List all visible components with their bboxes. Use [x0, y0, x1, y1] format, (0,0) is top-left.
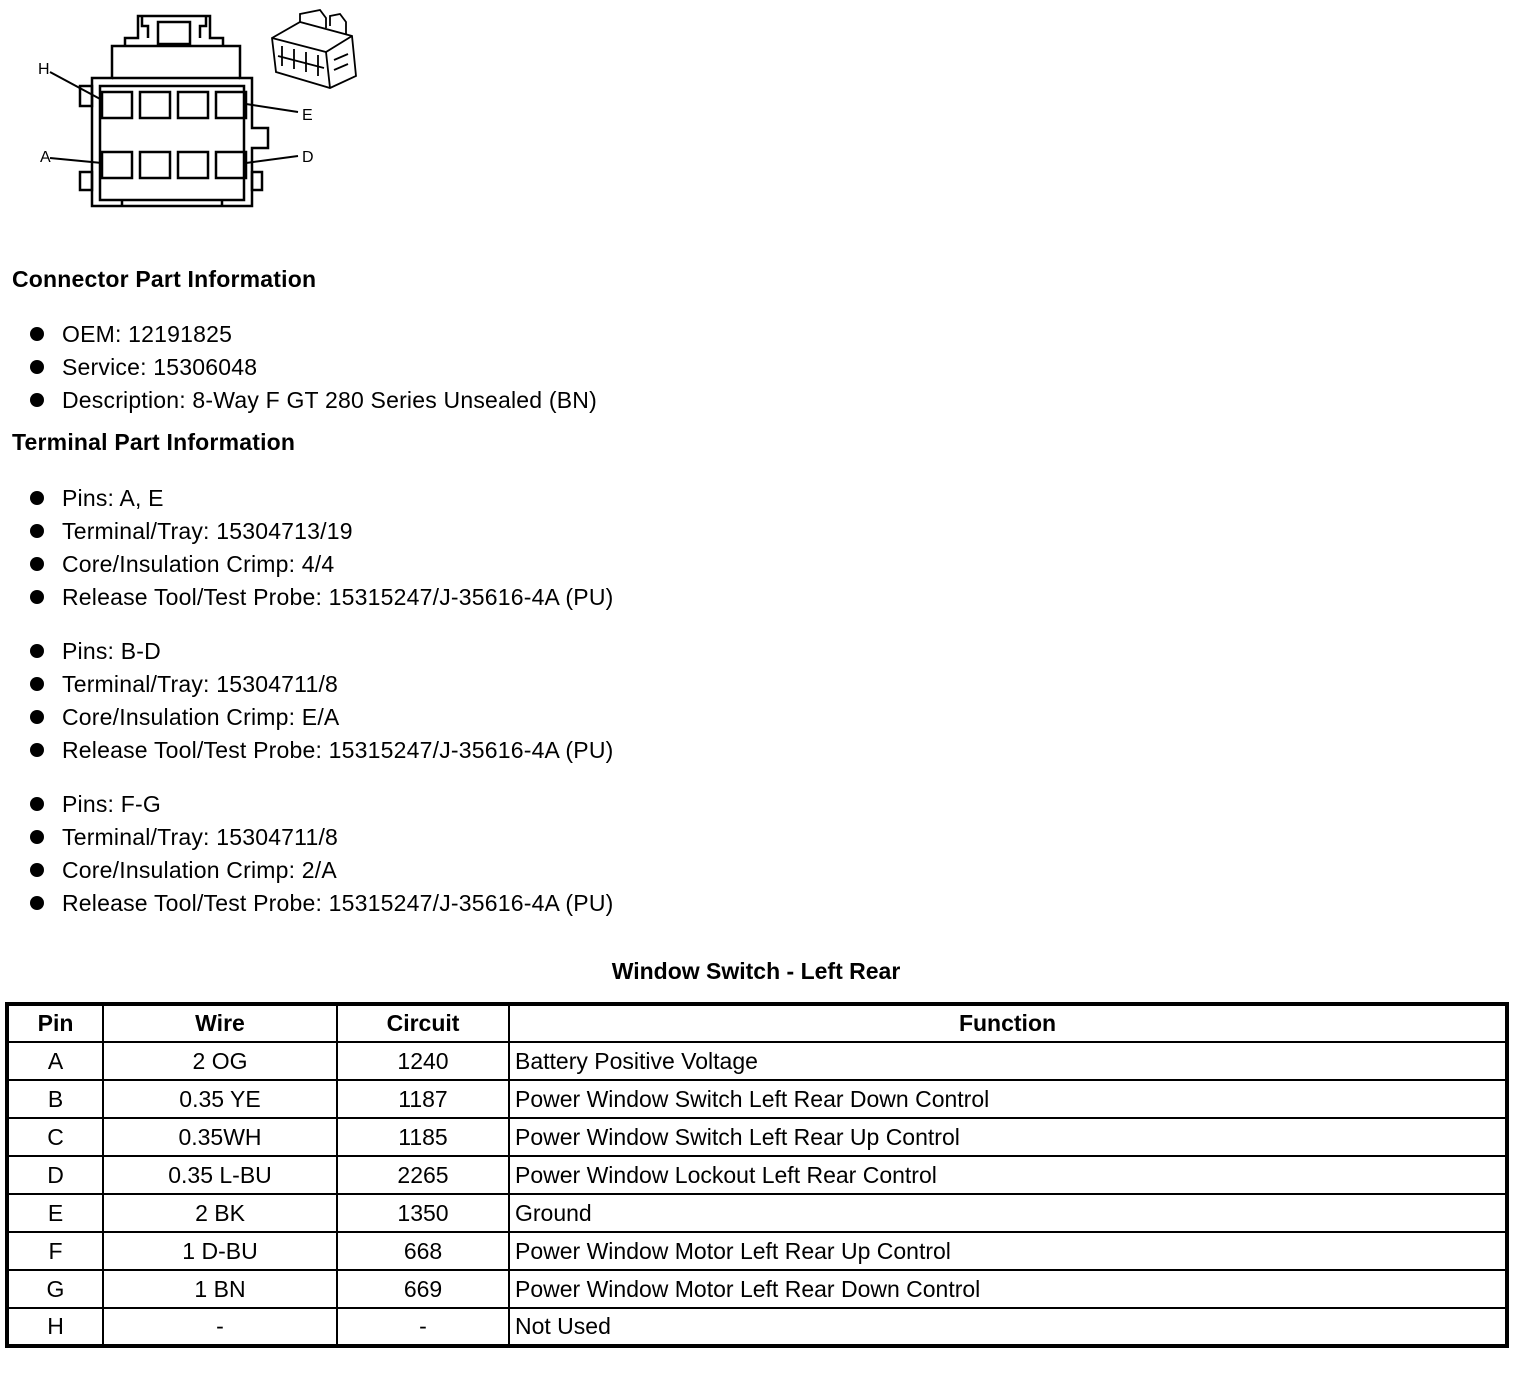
pin-label-e: E — [302, 107, 313, 124]
cell-circuit: 1187 — [337, 1080, 509, 1118]
cell-wire: - — [103, 1308, 337, 1346]
cell-function: Ground — [509, 1194, 1507, 1232]
connector-info-heading: Connector Part Information — [12, 266, 317, 292]
cell-wire: 1 BN — [103, 1270, 337, 1308]
cell-function: Power Window Motor Left Rear Up Control — [509, 1232, 1507, 1270]
cell-wire: 0.35 L-BU — [103, 1156, 337, 1194]
connector-isometric-icon — [272, 10, 356, 88]
terminal-group-3 — [28, 788, 614, 920]
cell-wire: 0.35WH — [103, 1118, 337, 1156]
connector-face-diagram — [30, 8, 370, 218]
cell-circuit: 669 — [337, 1270, 509, 1308]
cell-pin: G — [7, 1270, 103, 1308]
cell-pin: A — [7, 1042, 103, 1080]
table-row — [7, 1232, 1507, 1270]
cell-pin: D — [7, 1156, 103, 1194]
table-row — [7, 1118, 1507, 1156]
cell-wire: 2 BK — [103, 1194, 337, 1232]
list-item: Terminal/Tray: 15304711/8 — [28, 821, 614, 854]
cell-pin: C — [7, 1118, 103, 1156]
pin-label-a: A — [40, 149, 51, 166]
cell-pin: H — [7, 1308, 103, 1346]
table-row — [7, 1042, 1507, 1080]
list-item: Pins: A, E — [28, 482, 614, 515]
cell-wire: 0.35 YE — [103, 1080, 337, 1118]
cell-function: Battery Positive Voltage — [509, 1042, 1507, 1080]
connector-info-list — [28, 318, 597, 417]
list-item: Core/Insulation Crimp: E/A — [28, 701, 614, 734]
header-wire: Wire — [103, 1004, 337, 1042]
table-title: Window Switch - Left Rear — [611, 958, 901, 984]
cell-circuit: 1240 — [337, 1042, 509, 1080]
table-row — [7, 1270, 1507, 1308]
cell-function: Power Window Motor Left Rear Down Control — [509, 1270, 1507, 1308]
pinout-table — [5, 1002, 1509, 1348]
cell-pin: E — [7, 1194, 103, 1232]
pin-label-d: D — [302, 149, 314, 166]
list-item: Release Tool/Test Probe: 15315247/J-35616-4A (PU) — [28, 887, 614, 920]
header-circuit: Circuit — [337, 1004, 509, 1042]
table-row — [7, 1308, 1507, 1346]
terminal-info-heading: Terminal Part Information — [12, 429, 296, 455]
terminal-group-1 — [28, 482, 614, 614]
list-item: Terminal/Tray: 15304713/19 — [28, 515, 614, 548]
cell-function: Not Used — [509, 1308, 1507, 1346]
cell-function: Power Window Switch Left Rear Down Control — [509, 1080, 1507, 1118]
list-item: Release Tool/Test Probe: 15315247/J-35616-4A (PU) — [28, 734, 614, 767]
cell-circuit: 668 — [337, 1232, 509, 1270]
table-header-row — [7, 1004, 1507, 1042]
cell-circuit: 1350 — [337, 1194, 509, 1232]
list-item: Description: 8-Way F GT 280 Series Unsealed (BN) — [28, 384, 597, 417]
list-item: Pins: B-D — [28, 635, 614, 668]
list-item: Service: 15306048 — [28, 351, 597, 384]
cell-wire: 2 OG — [103, 1042, 337, 1080]
header-pin: Pin — [7, 1004, 103, 1042]
list-item: Release Tool/Test Probe: 15315247/J-35616-4A (PU) — [28, 581, 614, 614]
list-item: OEM: 12191825 — [28, 318, 597, 351]
terminal-group-2 — [28, 635, 614, 767]
list-item: Terminal/Tray: 15304711/8 — [28, 668, 614, 701]
table-row — [7, 1194, 1507, 1232]
table-row — [7, 1080, 1507, 1118]
list-item: Core/Insulation Crimp: 2/A — [28, 854, 614, 887]
cell-pin: B — [7, 1080, 103, 1118]
cell-wire: 1 D-BU — [103, 1232, 337, 1270]
cell-circuit: 1185 — [337, 1118, 509, 1156]
header-function: Function — [509, 1004, 1507, 1042]
table-row — [7, 1156, 1507, 1194]
cell-pin: F — [7, 1232, 103, 1270]
table-body — [7, 1042, 1507, 1346]
list-item: Core/Insulation Crimp: 4/4 — [28, 548, 614, 581]
cell-function: Power Window Switch Left Rear Up Control — [509, 1118, 1507, 1156]
cell-circuit: - — [337, 1308, 509, 1346]
pin-label-h: H — [38, 61, 50, 78]
cell-circuit: 2265 — [337, 1156, 509, 1194]
cell-function: Power Window Lockout Left Rear Control — [509, 1156, 1507, 1194]
list-item: Pins: F-G — [28, 788, 614, 821]
